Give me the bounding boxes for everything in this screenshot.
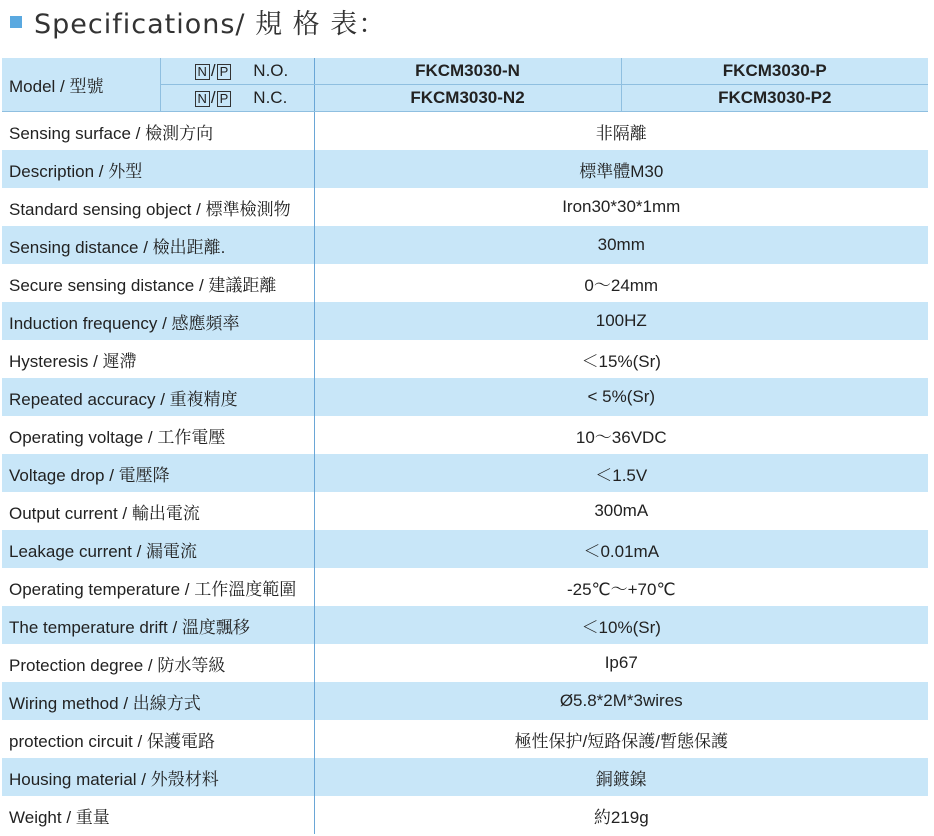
spec-label: Induction frequency / 感應頻率 bbox=[2, 302, 314, 340]
output-type: N.C. bbox=[253, 88, 288, 107]
spec-row bbox=[2, 302, 928, 340]
spec-label: Secure sensing distance / 建議距離 bbox=[2, 264, 314, 302]
model-label: Model / 型號 bbox=[2, 58, 160, 112]
specifications-table bbox=[2, 58, 928, 834]
spec-label: Protection degree / 防水等級 bbox=[2, 644, 314, 682]
np-selector bbox=[160, 58, 314, 85]
page-header bbox=[0, 0, 934, 58]
spec-label: Sensing surface / 檢測方向 bbox=[2, 112, 314, 151]
p-box: P bbox=[217, 91, 232, 107]
title-bullet-icon bbox=[10, 16, 22, 28]
spec-label: Operating voltage / 工作電壓 bbox=[2, 416, 314, 454]
spec-value: 銅鍍鎳 bbox=[314, 758, 928, 796]
spec-value: 100HZ bbox=[314, 302, 928, 340]
spec-value: 300mA bbox=[594, 501, 649, 520]
spec-label: Sensing distance / 檢出距離. bbox=[2, 226, 314, 264]
spec-row bbox=[2, 226, 928, 264]
np-slash: / bbox=[210, 61, 216, 80]
n-box: N bbox=[195, 64, 210, 80]
spec-row bbox=[2, 606, 928, 644]
spec-row bbox=[2, 568, 928, 606]
spec-value: Ø5.8*2M*3wires bbox=[314, 682, 928, 720]
spec-label: Operating temperature / 工作溫度範圍 bbox=[2, 568, 314, 606]
spec-label: Hysteresis / 遲滯 bbox=[2, 340, 314, 378]
spec-value: Iron30*30*1mm bbox=[562, 197, 681, 216]
spec-row bbox=[2, 378, 928, 416]
np-slash: / bbox=[210, 88, 216, 107]
output-type: N.O. bbox=[253, 61, 289, 80]
spec-label: Standard sensing object / 標準檢測物 bbox=[2, 188, 314, 226]
spec-value: 0～24mm bbox=[584, 275, 659, 295]
spec-row bbox=[2, 112, 928, 151]
spec-row bbox=[2, 188, 928, 226]
spec-value: -25℃～+70℃ bbox=[566, 579, 676, 599]
spec-row bbox=[2, 416, 928, 454]
spec-value: 10～36VDC bbox=[575, 427, 667, 447]
model-pnp: FKCM3030-P bbox=[621, 58, 928, 85]
n-box: N bbox=[195, 91, 210, 107]
np-selector bbox=[160, 85, 314, 112]
spec-row bbox=[2, 150, 928, 188]
spec-label: Voltage drop / 電壓降 bbox=[2, 454, 314, 492]
p-box: P bbox=[217, 64, 232, 80]
spec-row bbox=[2, 796, 928, 834]
spec-value: 30mm bbox=[314, 226, 928, 264]
spec-row bbox=[2, 644, 928, 682]
spec-value: 約219g bbox=[593, 807, 649, 827]
spec-label: Wiring method / 出線方式 bbox=[2, 682, 314, 720]
spec-value: Ip67 bbox=[604, 653, 638, 672]
spec-value: 標準體M30 bbox=[314, 150, 928, 188]
spec-row bbox=[2, 720, 928, 758]
spec-row bbox=[2, 454, 928, 492]
spec-value: ＜0.01mA bbox=[314, 530, 928, 568]
spec-row bbox=[2, 492, 928, 530]
spec-value: 極性保护/短路保護/暫態保護 bbox=[514, 731, 728, 751]
spec-label: Leakage current / 漏電流 bbox=[2, 530, 314, 568]
spec-row bbox=[2, 530, 928, 568]
spec-label: Output current / 輸出電流 bbox=[2, 492, 314, 530]
spec-label: The temperature drift / 溫度飄移 bbox=[2, 606, 314, 644]
spec-label: Description / 外型 bbox=[2, 150, 314, 188]
model-npn: FKCM3030-N2 bbox=[314, 85, 621, 112]
page-title: Specifications/ 規 格 表： bbox=[34, 9, 387, 40]
model-pnp: FKCM3030-P2 bbox=[621, 85, 928, 112]
spec-value: ＜1.5V bbox=[314, 454, 928, 492]
spec-value: < 5%(Sr) bbox=[314, 378, 928, 416]
spec-value: ＜10%(Sr) bbox=[314, 606, 928, 644]
spec-label: Housing material / 外殼材料 bbox=[2, 758, 314, 796]
spec-value: ＜15%(Sr) bbox=[581, 351, 661, 371]
spec-label: Weight / 重量 bbox=[2, 796, 314, 834]
spec-label: Repeated accuracy / 重複精度 bbox=[2, 378, 314, 416]
spec-row bbox=[2, 340, 928, 378]
spec-label: protection circuit / 保護電路 bbox=[2, 720, 314, 758]
spec-row bbox=[2, 264, 928, 302]
spec-value: 非隔離 bbox=[595, 123, 647, 143]
spec-row bbox=[2, 682, 928, 720]
spec-row bbox=[2, 758, 928, 796]
model-row-no bbox=[2, 58, 928, 85]
model-npn: FKCM3030-N bbox=[314, 58, 621, 85]
